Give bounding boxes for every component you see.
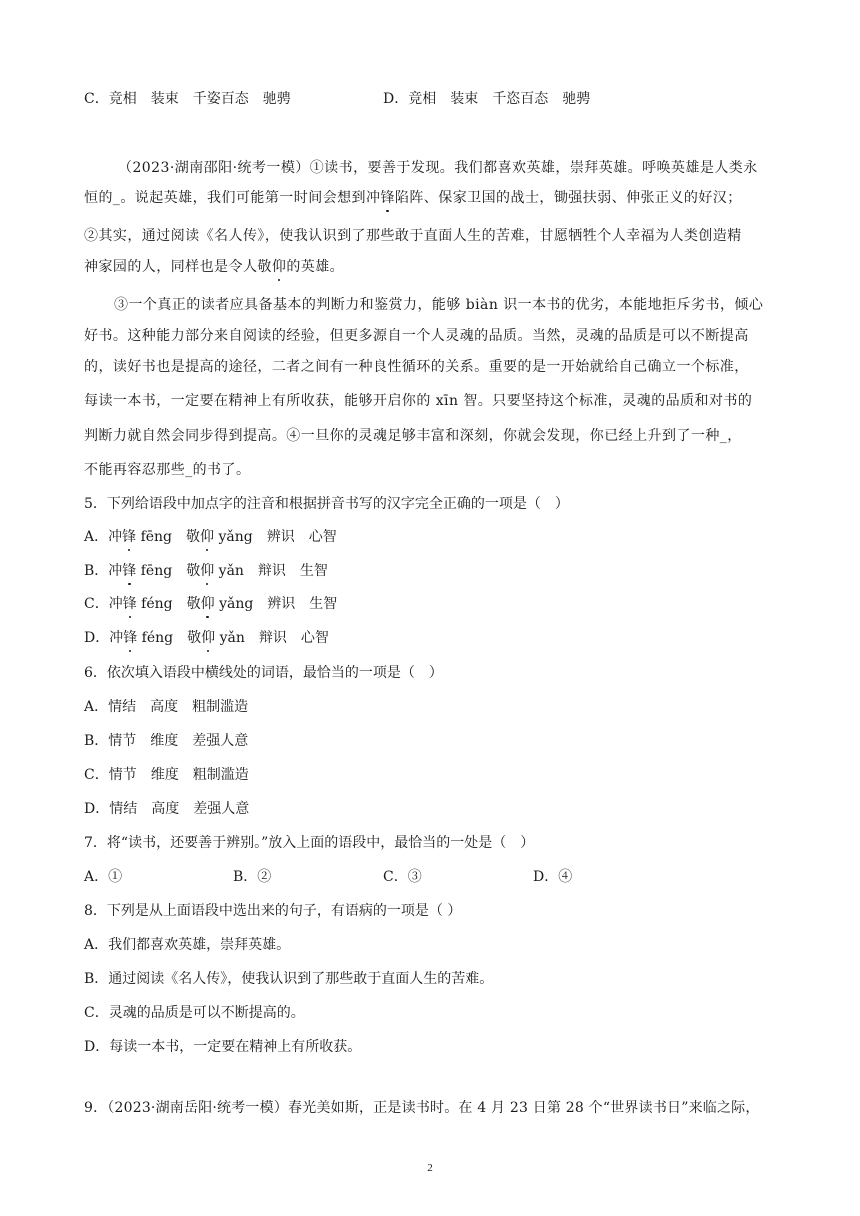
question-8-option-b: B．通过阅读《名人传》，使我认识到了那些敢于直面人生的苦难。 — [84, 971, 494, 987]
passage-p2-line1: ③一个真正的读者应具备基本的判断力和鉴赏力，能够 biàn 识一本书的优劣，本能地拒斥劣书，倾心 — [114, 297, 764, 313]
question-7-option-a: A．① — [84, 869, 123, 885]
question-6-option-b: B．情节 维度 差强人意 — [84, 733, 249, 749]
dotted-character: 锋 — [122, 529, 137, 545]
dotted-character: 仰 — [200, 529, 215, 545]
passage-p1-line4 — [84, 257, 344, 277]
question-7-option-c: C．③ — [383, 869, 422, 885]
text-segment: yǎn 辩识 心智 — [215, 630, 329, 646]
question-5-option-a — [84, 527, 337, 547]
question-5-option-b — [84, 561, 328, 581]
dotted-character: 锋 — [123, 630, 138, 646]
question-5-stem: 5．下列给语段中加点字的注音和根据拼音书写的汉字完全正确的一项是（ ） — [84, 496, 569, 512]
dotted-character: 仰 — [200, 563, 215, 579]
passage-p2-line3: 的，读好书也是提高的途径，二者之间有一种良性循环的关系。重要的是一开始就给自己确立一个标准， — [84, 359, 749, 375]
question-7-option-d: D．④ — [533, 869, 573, 885]
question-5-option-c — [84, 594, 337, 614]
text-segment: 恒的_。说起英雄，我们可能第一时间会想到冲 — [84, 190, 381, 206]
question-5-option-d — [84, 628, 329, 648]
page-number: 2 — [427, 1162, 433, 1174]
question-8-option-c: C．灵魂的品质是可以不断提高的。 — [84, 1005, 305, 1021]
text-segment: fēng 敬 — [136, 563, 201, 579]
text-segment: yǎng 辨识 心智 — [214, 529, 337, 545]
question-8-stem: 8．下列是从上面语段中选出来的句子，有语病的一项是（ ） — [84, 903, 462, 919]
option-d-prev: D．竞相 装束 千恣百态 驰骋 — [383, 91, 591, 107]
question-9-stem: 9．（2023·湖南岳阳·统考一模）春光美如斯，正是读书时。在 4 月 23 日第 28 个“世界读书日”来临之际， — [84, 1100, 760, 1116]
passage-p2-line4: 每读一本书，一定要在精神上有所收获，能够开启你的 xīn 智。只要坚持这个标准，灵魂的品质和对书的 — [84, 393, 753, 409]
dotted-character: 仰 — [271, 259, 287, 275]
text-segment: féng 敬 — [137, 630, 202, 646]
dotted-character: 仰 — [200, 596, 215, 612]
text-segment: B．冲 — [84, 563, 123, 579]
question-7-option-b: B．② — [233, 869, 272, 885]
question-6-stem: 6．依次填入语段中横线处的词语，最恰当的一项是（ ） — [84, 665, 443, 681]
dotted-character: 锋 — [122, 596, 137, 612]
passage-p2-line6: 不能再容忍那些_的书了。 — [84, 462, 251, 478]
passage-p1-line2 — [84, 188, 742, 208]
passage-p1-line3: ②其实，通过阅读《名人传》，使我认识到了那些敢于直面人生的苦难，甘愿牺牲个人幸福为人类创造精 — [84, 228, 742, 244]
dotted-character: 仰 — [201, 630, 216, 646]
question-6-option-d: D．情结 高度 差强人意 — [84, 801, 250, 817]
dotted-character: 锋 — [380, 190, 395, 206]
text-segment: 神家园的人，同样也是令人敬 — [84, 259, 272, 275]
text-segment: A．冲 — [84, 529, 123, 545]
text-segment: 陷阵、保家卫国的战士，锄强扶弱、伸张正义的好汉； — [394, 190, 742, 206]
text-segment: 的英雄。 — [286, 259, 345, 275]
question-8-option-a: A．我们都喜欢英雄，崇拜英雄。 — [84, 937, 291, 953]
question-6-option-c: C．情节 维度 粗制滥造 — [84, 767, 249, 783]
passage-p2-line5: 判断力就自然会同步得到提高。④一旦你的灵魂足够丰富和深刻，你就会发现，你已经上升到了一种_， — [84, 428, 742, 444]
text-segment: C．冲 — [84, 596, 123, 612]
passage-p2-line2: 好书。这种能力部分来自阅读的经验，但更多源自一个人灵魂的品质。当然，灵魂的品质是可以不断提高 — [84, 328, 749, 344]
text-segment: fēng 敬 — [136, 529, 201, 545]
text-segment: yǎng 辨识 生智 — [214, 596, 338, 612]
text-segment: féng 敬 — [136, 596, 201, 612]
dotted-character: 锋 — [122, 563, 137, 579]
question-6-option-a: A．情结 高度 粗制滥造 — [84, 699, 249, 715]
passage-p1-line1: （2023·湖南邵阳·统考一模）①读书，要善于发现。我们都喜欢英雄，崇拜英雄。呼唤英雄是人类永 — [118, 160, 758, 176]
text-segment: yǎn 辩识 生智 — [214, 563, 328, 579]
question-8-option-d: D．每读一本书，一定要在精神上有所收获。 — [84, 1039, 362, 1055]
option-c-prev: C．竞相 装束 千姿百态 驰骋 — [84, 91, 291, 107]
question-7-stem: 7．将“读书，还要善于辨别。”放入上面的语段中，最恰当的一处是（ ） — [84, 835, 535, 851]
text-segment: D．冲 — [84, 630, 124, 646]
